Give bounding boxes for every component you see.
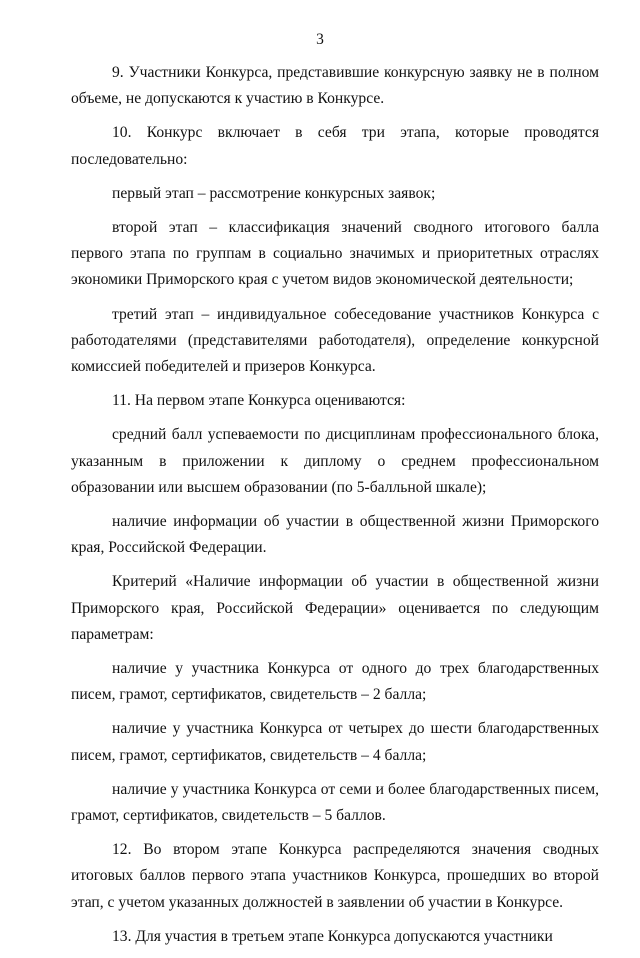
paragraph-10: 10. Конкурс включает в себя три этапа, которые проводятся последовательно:: [71, 124, 599, 168]
paragraph-12: 12. Во втором этапе Конкурса распределяются значения сводных итоговых баллов первого этапа участников Конкурса, прошедших во второй этап, с учетом указанных должностей в заявлении об участии в Конкурсе.: [71, 841, 599, 911]
paragraph-2-points: наличие у участника Конкурса от одного до трех благодарственных писем, грамот, сертификатов, свидетельств – 2 балла;: [71, 660, 599, 704]
paragraph-stage-2: второй этап – классификация значений сводного итогового балла первого этапа по группам в социально значимых и приоритетных отраслях экономики Приморского края с учетом видов экономической деятельности;: [71, 219, 599, 289]
paragraph-5-points: наличие у участника Конкурса от семи и более благодарственных писем, грамот, сертификатов, свидетельств – 5 баллов.: [71, 780, 599, 825]
paragraph-criterion: Критерий «Наличие информации об участии в общественной жизни Приморского края, Российской Федерации» оценивается по следующим параметрам:: [71, 573, 599, 643]
document-body: [71, 60, 599, 958]
page-number: 3: [316, 31, 324, 48]
paragraph-11: 11. На первом этапе Конкурса оцениваются:: [112, 392, 406, 410]
paragraph-public-life: наличие информации об участии в общественной жизни Приморского края, Российской Федерации.: [71, 513, 599, 557]
paragraph-13: 13. Для участия в третьем этапе Конкурса допускаются участники: [112, 927, 553, 945]
paragraph-stage-1: первый этап – рассмотрение конкурсных заявок;: [112, 184, 436, 202]
paragraph-stage-3: третий этап – индивидуальное собеседование участников Конкурса с работодателями (представителями работодателя), определение конкурсной комиссией победителей и призеров Конкурса.: [71, 305, 599, 376]
paragraph-average-score: средний балл успеваемости по дисциплинам профессионального блока, указанным в приложении к диплому о среднем профессиональном образовании или высшем образовании (по 5-балльной шкале);: [71, 426, 599, 496]
paragraph-9: 9. Участники Конкурса, представившие конкурсную заявку не в полном объеме, не допускаются к участию в Конкурсе.: [71, 64, 599, 108]
paragraph-4-points: наличие у участника Конкурса от четырех до шести благодарственных писем, грамот, сертификатов, свидетельств – 4 балла;: [71, 720, 599, 764]
